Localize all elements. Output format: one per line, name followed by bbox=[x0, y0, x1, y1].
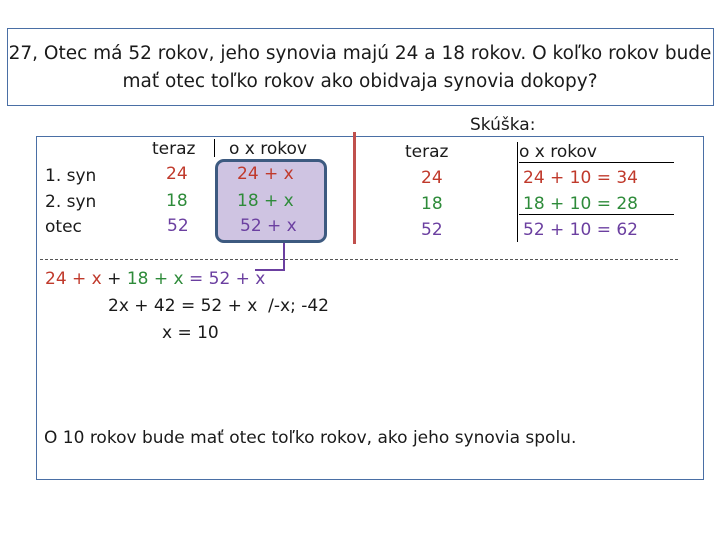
check-son2-now: 18 bbox=[421, 194, 443, 214]
eq-equals: = bbox=[183, 269, 209, 289]
problem-title: 27, Otec má 52 rokov, jeho synovia majú 24 a 18 rokov. O koľko rokov bude mať otec toľko rokov ako obidvaja synovia dokopy? bbox=[8, 43, 712, 92]
check-heading: Skúška: bbox=[470, 115, 536, 135]
son2-future: 18 + x bbox=[237, 191, 294, 211]
father-future: 52 + x bbox=[240, 216, 297, 236]
col-header-x: o x rokov bbox=[229, 139, 307, 159]
connector-vertical bbox=[283, 243, 285, 271]
col-divider bbox=[214, 139, 215, 157]
check-son2-future: 18 + 10 = 28 bbox=[523, 194, 638, 214]
separator-bar bbox=[353, 132, 356, 244]
eq-son2: 18 + x bbox=[126, 269, 184, 289]
check-son1-now: 24 bbox=[421, 168, 443, 188]
check-father-future: 52 + 10 = 62 bbox=[523, 220, 638, 240]
equation-line-2: 2x + 42 = 52 + x /-x; -42 bbox=[108, 296, 329, 316]
answer-text: O 10 rokov bude mať otec toľko rokov, ako jeho synovia spolu. bbox=[44, 428, 577, 448]
row-label-father: otec bbox=[45, 217, 82, 237]
col-header-now: teraz bbox=[152, 139, 196, 159]
check-father-now: 52 bbox=[421, 220, 443, 240]
row-label-son1: 1. syn bbox=[45, 166, 97, 186]
check-col-divider bbox=[517, 142, 518, 242]
son2-now: 18 bbox=[166, 191, 188, 211]
son1-now: 24 bbox=[166, 164, 188, 184]
eq-father: 52 + x bbox=[208, 269, 266, 289]
dashed-separator bbox=[40, 259, 678, 260]
check-underline bbox=[519, 214, 674, 215]
eq-son1: 24 + x bbox=[45, 269, 102, 289]
row-label-son2: 2. syn bbox=[45, 192, 97, 212]
equation-line-1 bbox=[45, 269, 265, 289]
equation-line-3: x = 10 bbox=[162, 323, 219, 343]
check-col-now: teraz bbox=[405, 142, 449, 162]
check-col-x: o x rokov bbox=[519, 142, 597, 162]
check-son1-future: 24 + 10 = 34 bbox=[523, 168, 638, 188]
son1-future: 24 + x bbox=[237, 164, 294, 184]
check-header-line bbox=[519, 162, 674, 163]
father-now: 52 bbox=[167, 216, 189, 236]
eq-plus: + bbox=[101, 269, 127, 289]
